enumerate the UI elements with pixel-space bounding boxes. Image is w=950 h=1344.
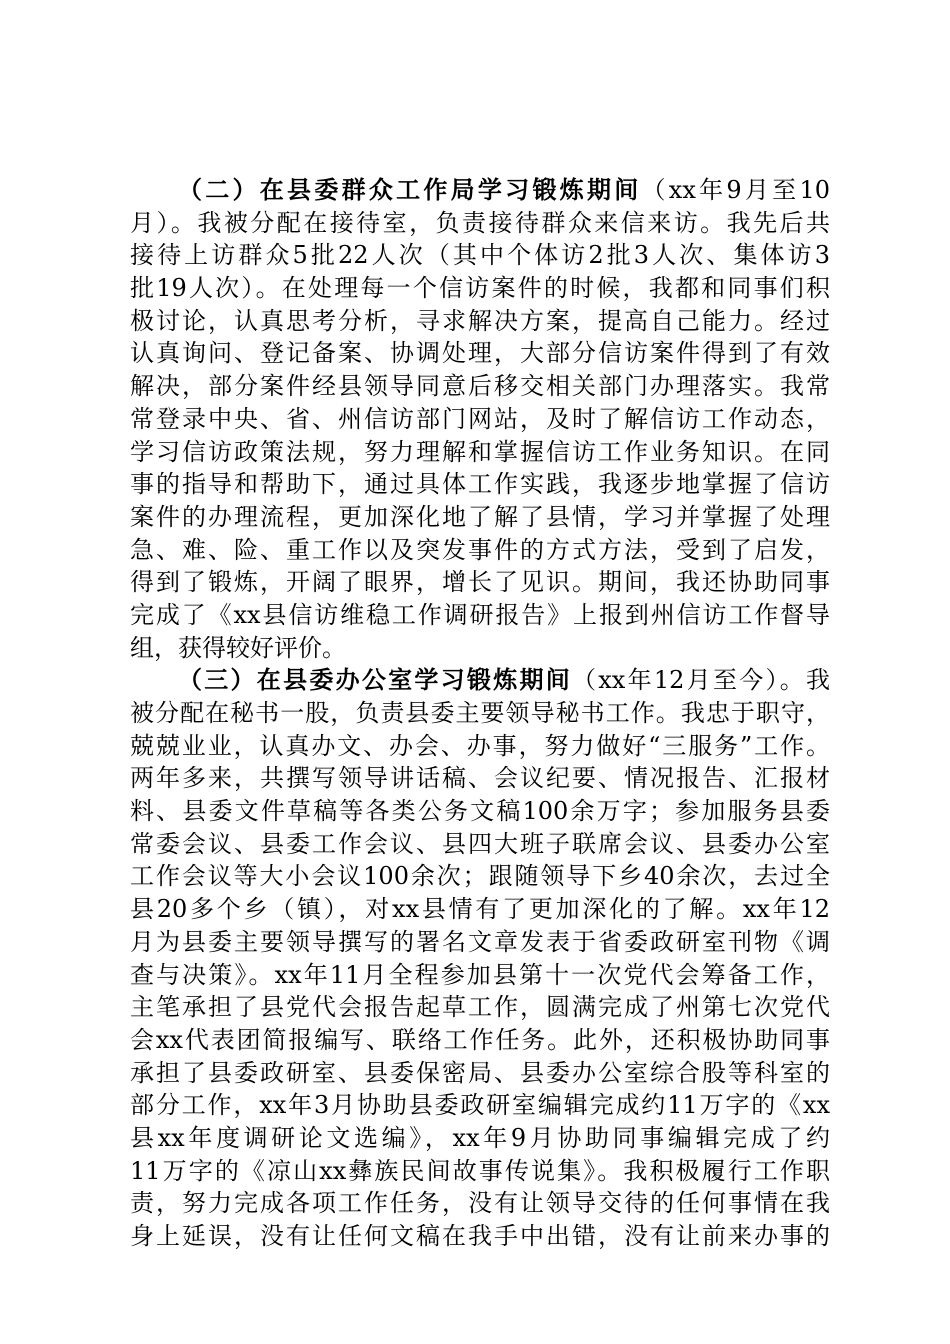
paragraph-2-line-2: 月）。我被分配在接待室，负责接待群众来信来访。我先后共 [130,208,830,237]
paragraph-2-line-15: 组，获得较好评价。 [130,633,346,662]
paragraph-3-line-10: 查与决策》。xx年11月全程参加县第十一次党代会筹备工作， [130,960,830,989]
paragraph-3-line-7: 工作会议等大小会议100余次；跟随领导下乡40余次，去过全 [130,862,830,891]
paragraph-2-line-6: 认真询问、登记备案、协调处理，大部分信访案件得到了有效 [130,339,830,368]
paragraph-3-line-9: 月为县委主要领导撰写的署名文章发表于省委政研室刊物《调 [130,927,830,956]
paragraph-3-line-12: 会xx代表团简报编写、联络工作任务。此外，还积极协助同事 [130,1025,830,1054]
paragraph-2-line-3: 接待上访群众5批22人次（其中个体访2批3人次、集体访3 [130,241,830,270]
paragraph-2-line-14: 完成了《xx县信访维稳工作调研报告》上报到州信访工作督导 [130,600,830,629]
paragraph-3-line-16: 11万字的《凉山xx彝族民间故事传说集》。我积极履行工作职 [130,1156,830,1185]
paragraph-3-line-17: 责，努力完成各项工作任务，没有让领导交待的任何事情在我 [130,1189,830,1218]
paragraph-3-line-11: 主笔承担了县党代会报告起草工作，圆满完成了州第七次党代 [130,993,830,1022]
paragraph-3-line-2: 被分配在秘书一股，负责县委主要领导秘书工作。我忠于职守， [130,699,830,727]
paragraph-3-line-3: 兢兢业业，认真办文、办会、办事，努力做好“三服务”工作。 [130,731,830,760]
paragraph-3-line-4: 两年多来，共撰写领导讲话稿、会议纪要、情况报告、汇报材 [130,764,830,793]
paragraph-2-line-9: 学习信访政策法规，努力理解和掌握信访工作业务知识。在同 [130,437,830,466]
paragraph-3-line-18: 身上延误，没有让任何文稿在我手中出错，没有让前来办事的 [130,1222,830,1250]
paragraph-3-line-1 [130,664,830,697]
paragraph-2-heading: （二）在县委群众工作局学习锻炼期间 [178,175,642,204]
paragraph-3-line-6: 常委会议、县委工作会议、县四大班子联席会议、县委办公室 [130,829,830,858]
paragraph-2-line-4: 批19人次）。在处理每一个信访案件的时候，我都和同事们积 [130,274,830,303]
paragraph-2-line-5: 极讨论，认真思考分析，寻求解决方案，提高自己能力。经过 [130,306,830,335]
paragraph-3-line-8: 县20多个乡（镇），对xx县情有了更加深化的了解。xx年12 [130,895,830,924]
paragraph-2-line-13: 得到了锻炼，开阔了眼界，增长了见识。期间，我还协助同事 [130,568,830,597]
paragraph-2-line-11: 案件的办理流程，更加深化地了解了县情，学习并掌握了处理 [130,502,830,531]
paragraph-2-line-8: 常登录中央、省、州信访部门网站，及时了解信访工作动态， [130,404,830,433]
paragraph-2-line-10: 事的指导和帮助下，通过具体工作实践，我逐步地掌握了信访 [130,470,830,499]
paragraph-3-line-13: 承担了县委政研室、县委保密局、县委办公室综合股等科室的 [130,1058,830,1087]
paragraph-3-heading: （三）在县委办公室学习锻炼期间 [178,665,572,695]
paragraph-3-line-15: 县xx年度调研论文选编》，xx年9月协助同事编辑完成了约 [130,1123,830,1152]
paragraph-2-line-1 [130,174,830,207]
paragraph-3-text: （xx年12月至今）。我 [572,666,831,695]
paragraph-3-line-14: 部分工作，xx年3月协助县委政研室编辑完成约11万字的《xx [130,1091,830,1120]
paragraph-3-line-5: 料、县委文件草稿等各类公务文稿100余万字；参加服务县委 [130,797,830,826]
paragraph-2-line-7: 解决，部分案件经县领导同意后移交相关部门办理落实。我常 [130,372,830,401]
document-body [130,174,830,1253]
paragraph-2-line-12: 急、难、险、重工作以及突发事件的方式方法，受到了启发， [130,535,830,564]
paragraph-2-text: （xx年9月至10 [641,176,830,204]
